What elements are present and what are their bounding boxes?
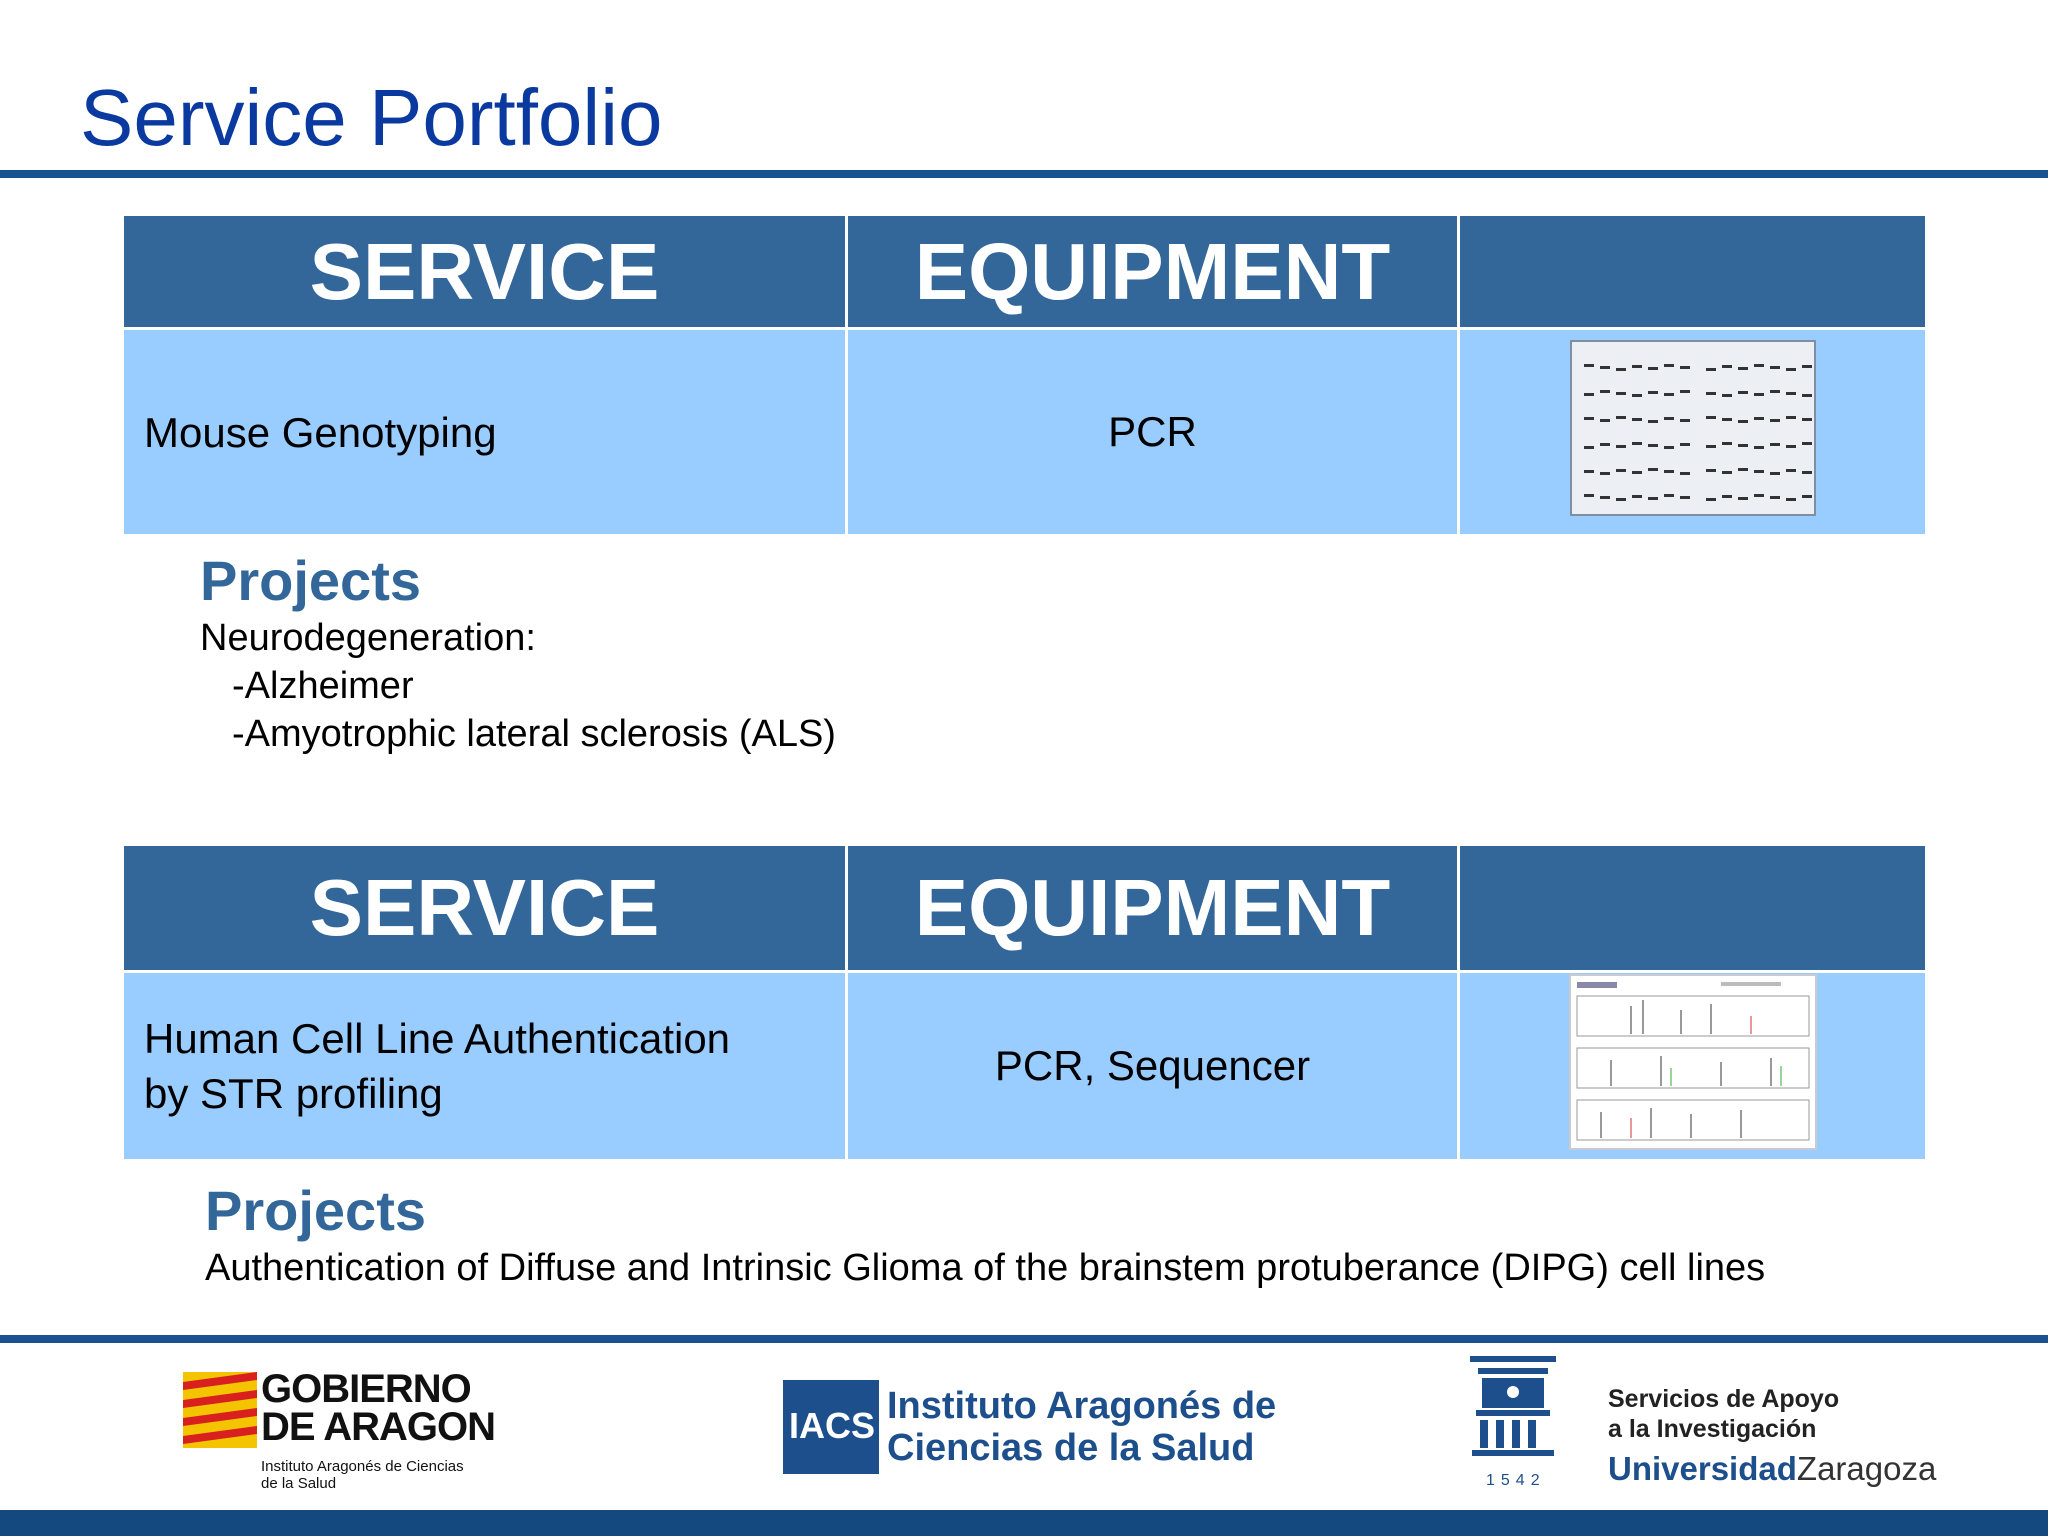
gel-band bbox=[1706, 368, 1716, 371]
gel-band bbox=[1600, 366, 1610, 369]
gel-band bbox=[1770, 366, 1780, 369]
aragon-sub-1: Instituto Aragonés de Ciencias bbox=[261, 1458, 464, 1475]
gel-band bbox=[1616, 392, 1626, 395]
iacs-line-1: Instituto Aragonés de bbox=[887, 1385, 1277, 1427]
gel-band bbox=[1786, 445, 1796, 448]
gel-band bbox=[1754, 470, 1764, 473]
service-cell bbox=[123, 972, 847, 1161]
gel-band bbox=[1722, 394, 1732, 397]
header-service: SERVICE bbox=[123, 215, 847, 329]
gel-band bbox=[1632, 365, 1642, 368]
table-header-row bbox=[123, 215, 1927, 329]
iacs-logo bbox=[783, 1378, 1277, 1478]
equipment-name: PCR bbox=[1108, 408, 1197, 455]
gel-band bbox=[1802, 442, 1812, 445]
gel-band bbox=[1584, 446, 1594, 449]
header-image bbox=[1459, 845, 1927, 972]
gel-band bbox=[1786, 392, 1796, 395]
gel-band bbox=[1600, 390, 1610, 393]
gel-band bbox=[1680, 419, 1690, 422]
gel-band bbox=[1680, 472, 1690, 475]
gel-band bbox=[1616, 469, 1626, 472]
gel-band bbox=[1754, 494, 1764, 497]
gel-band bbox=[1632, 418, 1642, 421]
header-equipment: EQUIPMENT bbox=[847, 845, 1459, 972]
equipment-cell bbox=[847, 329, 1459, 536]
table-row bbox=[123, 972, 1927, 1161]
header-image bbox=[1459, 215, 1927, 329]
aragon-flag-icon bbox=[183, 1372, 257, 1448]
gel-band bbox=[1706, 392, 1716, 395]
table-row bbox=[123, 329, 1927, 536]
gel-band bbox=[1738, 444, 1748, 447]
iacs-mark-box bbox=[783, 1380, 879, 1474]
gel-band bbox=[1738, 391, 1748, 394]
projects-list-1 bbox=[200, 614, 836, 758]
gel-band bbox=[1680, 496, 1690, 499]
gel-band bbox=[1722, 418, 1732, 421]
uz-name bbox=[1608, 1450, 1936, 1488]
project-line: -Alzheimer bbox=[232, 665, 414, 707]
uz-year: 1542 bbox=[1486, 1472, 1546, 1489]
equipment-cell bbox=[847, 972, 1459, 1161]
gel-band bbox=[1616, 445, 1626, 448]
uz-line-2: a la Investigación bbox=[1608, 1415, 1817, 1443]
gel-band bbox=[1664, 446, 1674, 449]
service-name-line-2: by STR profiling bbox=[144, 1070, 443, 1117]
gel-band bbox=[1770, 390, 1780, 393]
slide-title: Service Portfolio bbox=[80, 73, 663, 162]
gel-band bbox=[1738, 468, 1748, 471]
gel-band bbox=[1706, 469, 1716, 472]
header-equipment: EQUIPMENT bbox=[847, 215, 1459, 329]
service-table-1 bbox=[121, 213, 1928, 537]
gel-band bbox=[1616, 498, 1626, 501]
gel-band bbox=[1664, 364, 1674, 367]
gel-band bbox=[1616, 416, 1626, 419]
universidad-zaragoza-logo bbox=[1468, 1354, 1948, 1494]
gel-band bbox=[1664, 417, 1674, 420]
gel-band bbox=[1738, 497, 1748, 500]
aragon-line-1: GOBIERNO bbox=[261, 1367, 471, 1411]
gel-band bbox=[1632, 394, 1642, 397]
uz-line-1: Servicios de Apoyo bbox=[1608, 1385, 1840, 1413]
gel-band bbox=[1632, 471, 1642, 474]
gel-band bbox=[1648, 468, 1658, 471]
gel-band bbox=[1786, 469, 1796, 472]
gel-electrophoresis-image bbox=[1570, 340, 1816, 516]
gel-band bbox=[1754, 364, 1764, 367]
gel-band bbox=[1738, 367, 1748, 370]
gel-band bbox=[1584, 393, 1594, 396]
gel-band bbox=[1706, 445, 1716, 448]
gel-band bbox=[1754, 446, 1764, 449]
gel-band bbox=[1648, 391, 1658, 394]
gel-band bbox=[1648, 367, 1658, 370]
gel-band bbox=[1722, 471, 1732, 474]
uz-city: Zaragoza bbox=[1796, 1450, 1937, 1487]
gel-band bbox=[1770, 496, 1780, 499]
image-cell bbox=[1459, 972, 1927, 1161]
project-line: -Amyotrophic lateral sclerosis (ALS) bbox=[232, 713, 836, 755]
bottom-divider bbox=[0, 1335, 2048, 1343]
gel-band bbox=[1600, 443, 1610, 446]
gel-band bbox=[1648, 420, 1658, 423]
gel-band bbox=[1722, 495, 1732, 498]
projects-list-2 bbox=[205, 1244, 1765, 1292]
service-name: Mouse Genotyping bbox=[144, 408, 497, 456]
aragon-sub-2: de la Salud bbox=[261, 1475, 337, 1492]
gel-band bbox=[1680, 390, 1690, 393]
gobierno-aragon-logo bbox=[183, 1367, 513, 1495]
gel-band bbox=[1802, 495, 1812, 498]
gel-band bbox=[1770, 419, 1780, 422]
projects-heading-2: Projects bbox=[205, 1179, 426, 1242]
gel-band bbox=[1632, 442, 1642, 445]
gel-band bbox=[1616, 368, 1626, 371]
gel-band bbox=[1802, 394, 1812, 397]
projects-heading-1: Projects bbox=[200, 549, 421, 612]
service-table-2 bbox=[121, 843, 1928, 1162]
gel-band bbox=[1632, 495, 1642, 498]
equipment-name: PCR, Sequencer bbox=[994, 1042, 1311, 1089]
gel-band bbox=[1600, 496, 1610, 499]
iacs-mark: IACS bbox=[789, 1405, 876, 1446]
gel-band bbox=[1770, 443, 1780, 446]
header-service: SERVICE bbox=[123, 845, 847, 972]
gel-band bbox=[1648, 444, 1658, 447]
service-name-line-1: Human Cell Line Authentication bbox=[144, 1015, 731, 1062]
aragon-line-2: DE ARAGON bbox=[261, 1405, 495, 1449]
gel-band bbox=[1664, 470, 1674, 473]
gel-band bbox=[1786, 498, 1796, 501]
top-divider bbox=[0, 170, 2048, 178]
gel-band bbox=[1754, 393, 1764, 396]
uz-univ: Universidad bbox=[1608, 1450, 1797, 1487]
university-building-icon bbox=[1468, 1354, 1558, 1472]
project-line: Authentication of Diffuse and Intrinsic Glioma of the brainstem protuberance (DIPG) cell lines bbox=[205, 1247, 1766, 1289]
service-cell bbox=[123, 329, 847, 536]
gel-band bbox=[1680, 443, 1690, 446]
gel-band bbox=[1722, 442, 1732, 445]
gel-band bbox=[1706, 498, 1716, 501]
gel-band bbox=[1648, 497, 1658, 500]
bottom-bar bbox=[0, 1510, 2048, 1536]
gel-band bbox=[1722, 365, 1732, 368]
gel-band bbox=[1680, 366, 1690, 369]
gel-band bbox=[1664, 494, 1674, 497]
gel-band bbox=[1786, 416, 1796, 419]
gel-band bbox=[1802, 471, 1812, 474]
iacs-line-2: Ciencias de la Salud bbox=[887, 1427, 1255, 1469]
gel-band bbox=[1802, 365, 1812, 368]
gel-band bbox=[1738, 420, 1748, 423]
gel-band bbox=[1600, 472, 1610, 475]
table-header-row bbox=[123, 845, 1927, 972]
gel-band bbox=[1786, 368, 1796, 371]
gel-band bbox=[1584, 494, 1594, 497]
gel-band bbox=[1584, 417, 1594, 420]
gel-band bbox=[1802, 418, 1812, 421]
gel-band bbox=[1754, 417, 1764, 420]
gel-band bbox=[1584, 364, 1594, 367]
gel-band bbox=[1664, 393, 1674, 396]
project-line: Neurodegeneration: bbox=[200, 617, 536, 659]
gel-band bbox=[1706, 416, 1716, 419]
gel-band bbox=[1600, 419, 1610, 422]
str-profile-image bbox=[1569, 974, 1817, 1150]
gel-band bbox=[1584, 470, 1594, 473]
gel-band bbox=[1770, 472, 1780, 475]
image-cell bbox=[1459, 329, 1927, 536]
